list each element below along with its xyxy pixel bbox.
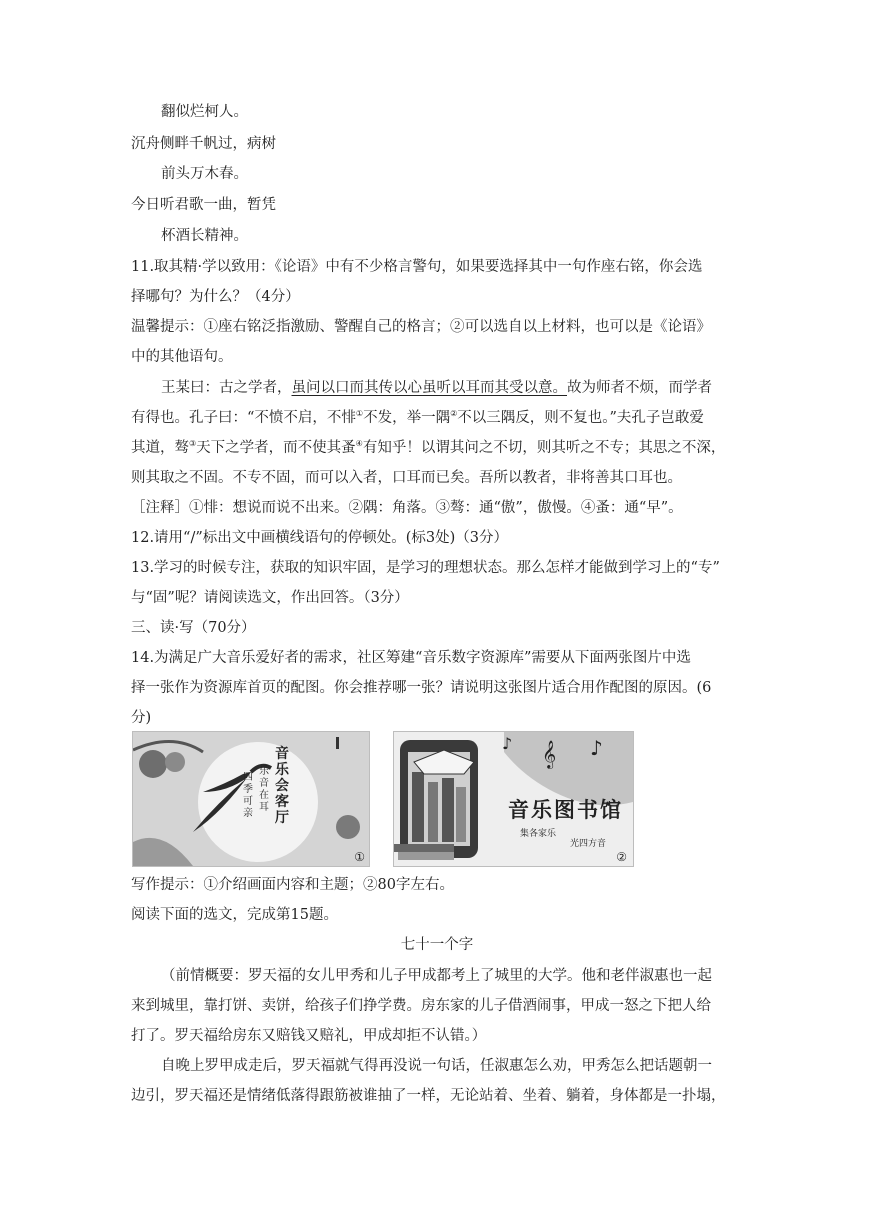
passage-text: 王某曰：古之学者， xyxy=(161,380,292,396)
question-14-cont: 择一张作为资源库首页的配图。你会推荐哪一张？请说明这张图片适合用作配图的原因。(6 xyxy=(131,680,712,696)
image-number: ① xyxy=(354,850,365,864)
music-lounge-image xyxy=(132,731,370,867)
article-line: 来到城里，靠打饼、卖饼，给孩子们挣学费。房东家的儿子借酒闹事，甲成一怒之下把人给 xyxy=(131,998,711,1014)
question-13: 13.学习的时候专注，获取的知识牢固，是学习的理想状态。那么怎样才能做到学习上的“专” xyxy=(131,560,720,576)
music-library-image xyxy=(393,731,634,867)
treble-clef-icon: 𝄞 xyxy=(542,740,557,768)
passage-text: 不以三隅反，则不复也。”夫孔子岂敢爱 xyxy=(457,410,704,426)
image-subtitle-text: 光四方音 xyxy=(570,839,607,849)
article-line: （前情概要：罗天福的女儿甲秀和儿子甲成都考上了城里的大学。他和老伴淑惠也一起 xyxy=(161,968,712,984)
footnote-marker: ② xyxy=(450,409,458,419)
tip-11-cont: 中的其他语句。 xyxy=(131,349,233,365)
passage-line xyxy=(131,378,773,398)
question-11-cont: 择哪句？为什么？（4分） xyxy=(131,289,300,305)
tip-11: 温馨提示：①座右铭泛指激励、警醒自己的格言；②可以选自以上材料，也可以是《论语》 xyxy=(131,319,711,335)
image-title-text: 音乐图书馆 xyxy=(508,798,623,822)
music-note-icon: ♪ xyxy=(590,736,603,760)
passage-text: 故为师者不烦，而学者 xyxy=(567,380,712,396)
music-note-icon: ♪ xyxy=(502,734,513,753)
question-13-cont: 与“固”呢？请阅读选文，作出回答。（3分） xyxy=(131,590,409,606)
underlined-sentence: 虽问以口而其传以心虽听以耳而其受以意。 xyxy=(291,380,567,396)
passage-text: 天下之学者，而不使其蚤 xyxy=(196,440,356,456)
article-line: 打了。罗天福给房东又赔钱又赔礼，甲成却拒不认错。） xyxy=(131,1028,487,1044)
footnote-marker: ③ xyxy=(189,439,197,449)
image-subtitle-text: 集各家乐 xyxy=(520,829,557,839)
section-heading: 三、读·写（70分） xyxy=(131,620,256,636)
question-11: 11.取其精·学以致用：《论语》中有不少格言警句，如果要选择其中一句作座右铭，你会选 xyxy=(131,259,703,275)
article-line: 自晚上罗甲成走后，罗天福就气得再没说一句话，任淑惠怎么劝，甲秀怎么把话题朝一 xyxy=(161,1058,712,1074)
question-14-cont: 分) xyxy=(131,710,152,726)
poem-line: 翻似烂柯人。 xyxy=(161,104,248,120)
question-14: 14.为满足广大音乐爱好者的需求，社区筹建“音乐数字资源库”需要从下面两张图片中选 xyxy=(131,650,691,666)
footnote-marker: ④ xyxy=(355,439,363,449)
image-subtitle-text: 乐音在耳 xyxy=(259,766,269,813)
image-number: ② xyxy=(616,850,627,864)
footnote-marker: ① xyxy=(355,409,364,419)
reading-instruction: 阅读下面的选文，完成第15题。 xyxy=(131,907,338,923)
image-subtitle-text: 四季可亲 xyxy=(243,772,253,819)
passage-line xyxy=(131,438,743,458)
poem-line: 沉舟侧畔千帆过，病树 xyxy=(131,136,276,152)
passage-text: 不发，举一隅 xyxy=(363,410,451,426)
poem-line: 前头万木春。 xyxy=(161,166,248,182)
poem-line: 今日听君歌一曲，暂凭 xyxy=(131,197,276,213)
passage-text: 有得也。孔子曰：“不愤不启，不悱 xyxy=(131,410,356,426)
article-title: 七十一个字 xyxy=(400,937,474,953)
passage-text: 其道，骜 xyxy=(131,440,189,456)
passage-line xyxy=(131,408,743,428)
poem-line: 杯酒长精神。 xyxy=(161,228,248,244)
image-title-text: 音乐会客厅 xyxy=(275,746,289,826)
question-12: 12.请用“/”标出文中画横线语句的停顿处。(标3处)（3分） xyxy=(131,530,509,546)
article-line: 边引，罗天福还是情绪低落得跟筋被谁抽了一样，无论站着、坐着、躺着，身体都是一扑塌， xyxy=(131,1088,726,1104)
passage-text: 有知乎！以谓其问之不切，则其听之不专；其思之不深， xyxy=(362,440,726,456)
passage-line: 则其取之不固。不专不固，而可以入者，口耳而已矣。吾所以教者，非将善其口耳也。 xyxy=(131,470,682,486)
annotation: ［注释］①悱：想说而说不出来。②隅：角落。③骜：通“傲”，傲慢。④蚤：通“早”。 xyxy=(131,500,683,516)
writing-tip: 写作提示：①介绍画面内容和主题；②80字左右。 xyxy=(131,877,454,893)
